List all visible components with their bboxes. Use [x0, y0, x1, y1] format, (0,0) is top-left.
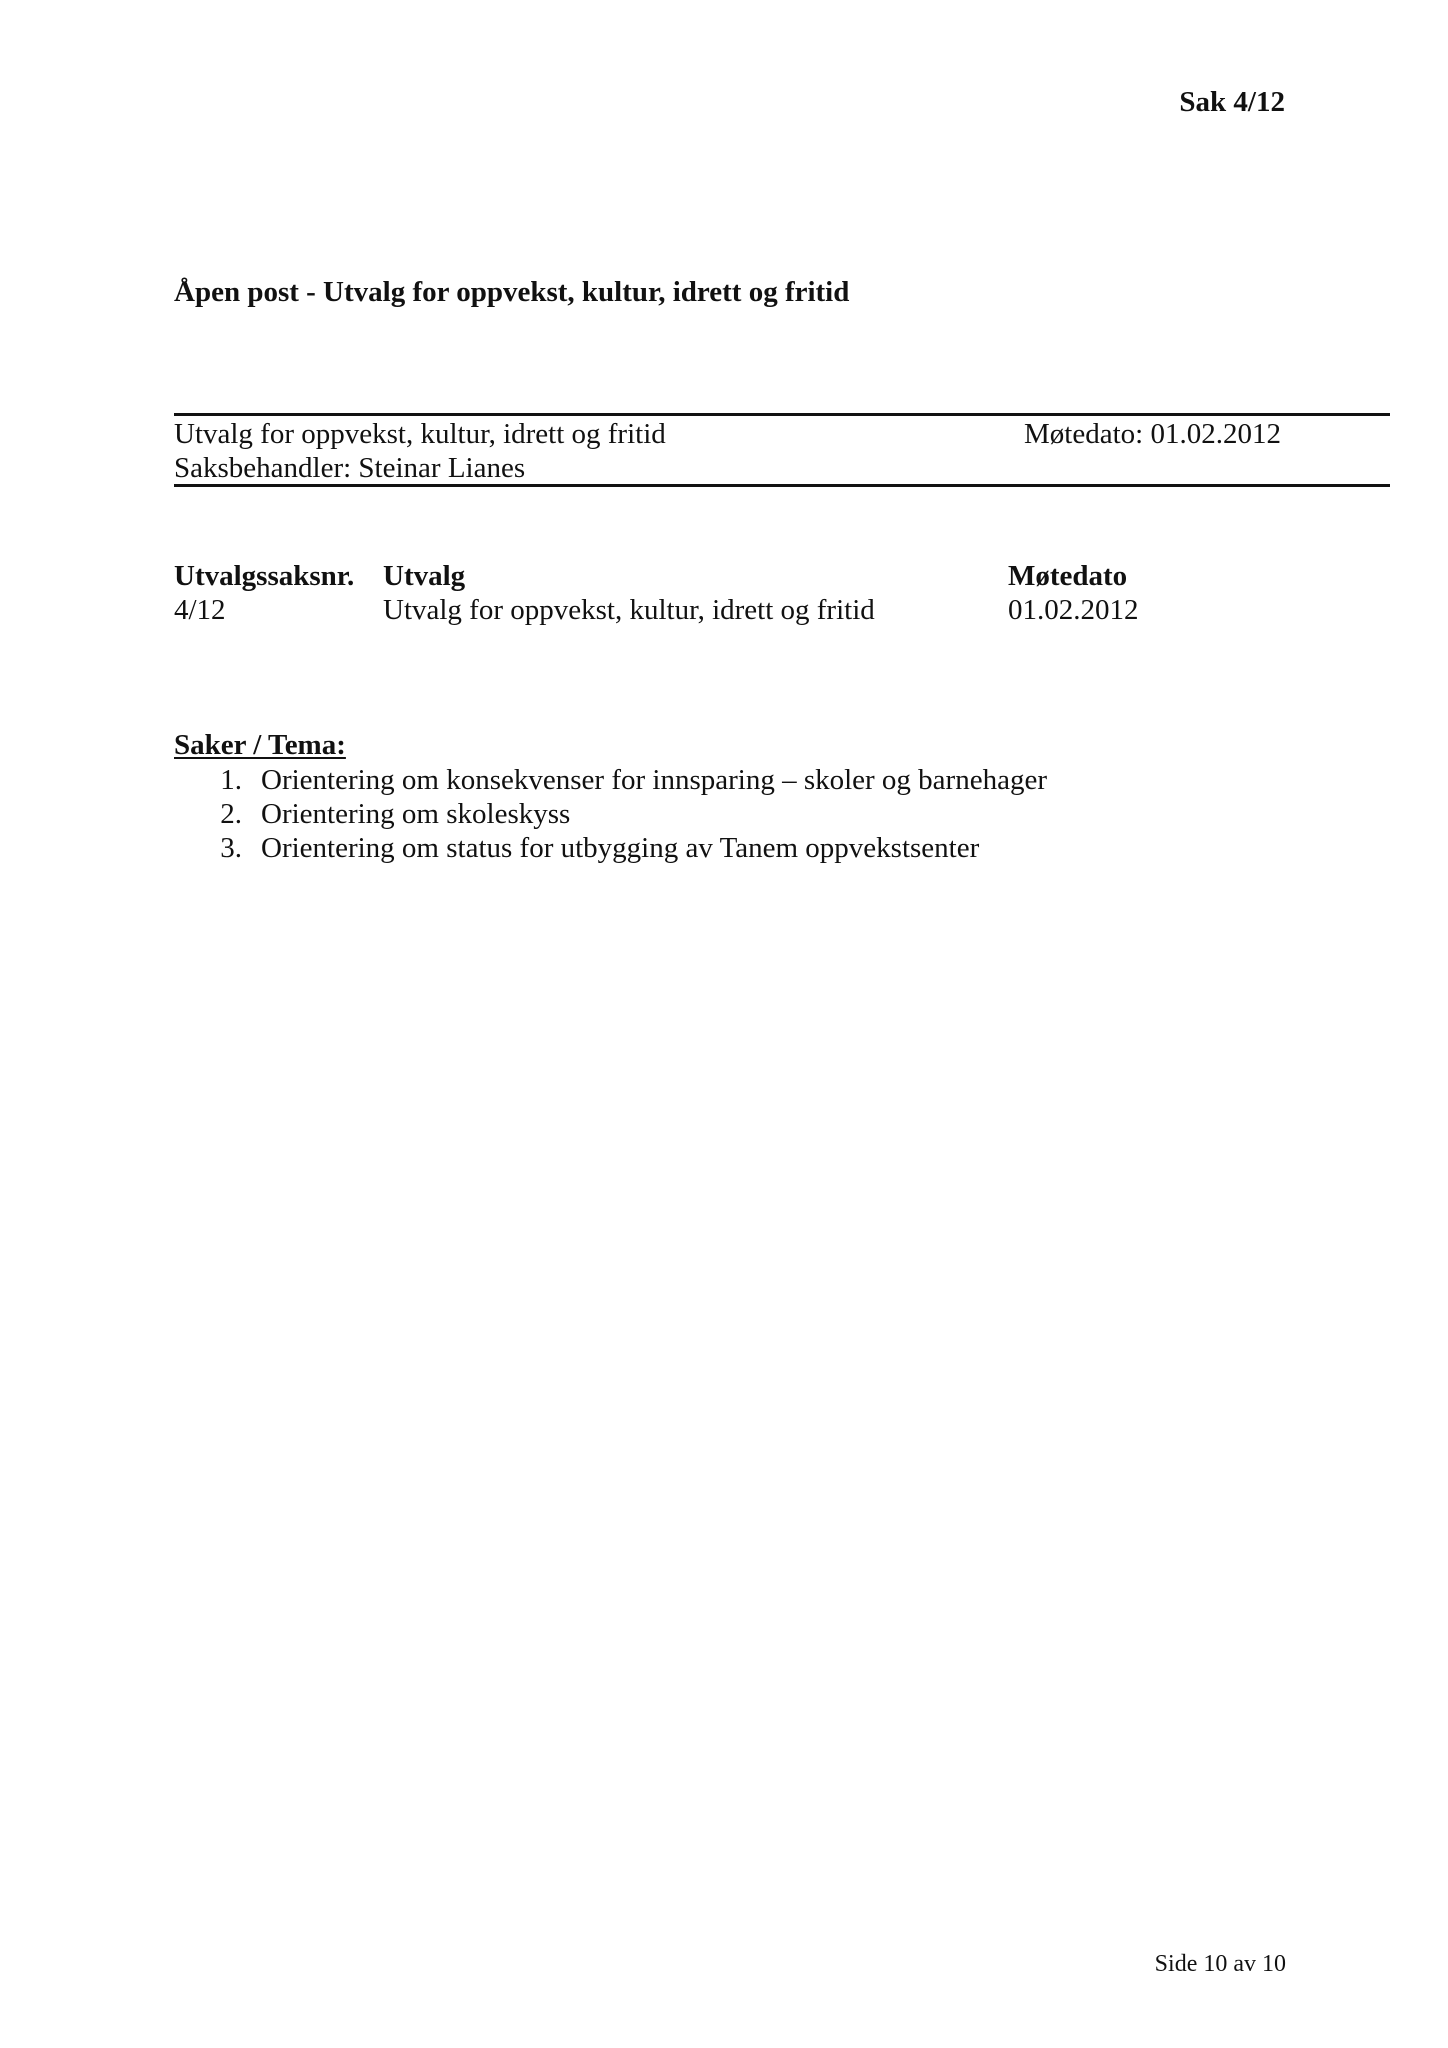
- table-cell-meeting-date: 01.02.2012: [1008, 594, 1139, 626]
- topics-heading: Saker / Tema:: [174, 729, 346, 761]
- case-handler: Saksbehandler: Steinar Lianes: [174, 452, 526, 484]
- topic-item: Orientering om konsekvenser for innsparing – skoler og barnehager: [261, 764, 1047, 796]
- topic-item: Orientering om status for utbygging av Tanem oppvekstsenter: [261, 832, 980, 864]
- column-header-committee: Utvalg: [383, 560, 466, 592]
- topic-number: 1.: [220, 764, 242, 796]
- committee-name: Utvalg for oppvekst, kultur, idrett og fritid: [174, 418, 666, 450]
- case-number: Sak 4/12: [1179, 86, 1285, 118]
- divider-bottom: [174, 484, 1390, 487]
- column-header-case-number: Utvalgssaksnr.: [174, 560, 355, 592]
- table-cell-committee: Utvalg for oppvekst, kultur, idrett og fritid: [383, 594, 875, 626]
- topic-number: 2.: [220, 798, 242, 830]
- topic-number: 3.: [220, 832, 242, 864]
- topic-item: Orientering om skoleskyss: [261, 798, 571, 830]
- document-title: Åpen post - Utvalg for oppvekst, kultur, idrett og fritid: [174, 276, 850, 308]
- page-number: Side 10 av 10: [1154, 1951, 1286, 1977]
- column-header-meeting-date: Møtedato: [1008, 560, 1128, 592]
- meeting-date: Møtedato: 01.02.2012: [1024, 418, 1281, 450]
- table-cell-case-number: 4/12: [174, 594, 226, 626]
- divider-top: [174, 413, 1390, 416]
